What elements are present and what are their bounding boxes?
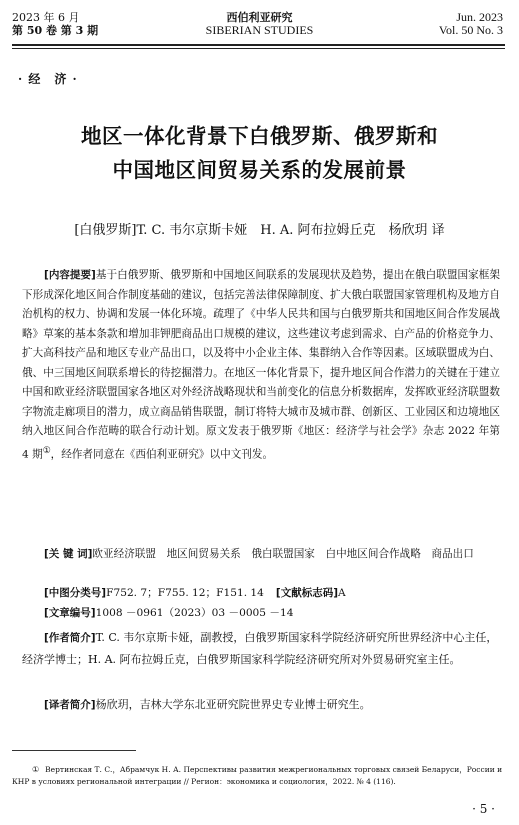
translator-intro-label: [译者简介] xyxy=(44,699,96,711)
abstract-text: 基于白俄罗斯、俄罗斯和中国地区间联系的发展现状及趋势，提出在俄白联盟国家框架下形成深化地区间合作制度基础的建议，包括完善法律保障制度、扩大俄白联盟国家管理机构及地方自治机构的权力、协调和发展一体化环境。疏理了《中华人民共和国与白俄罗斯共和国地区间合作发展战略》草案的基本条款和增加非钾肥商品出口规模的建议，这些建议考虑到需求、白产品的价格竞争力、扩大高科技产品和地区专业产品出口，以及将中小企业主体、集群纳入合作等因素。区域联盟成为白、俄、中三国地区间联系增长的待挖掘潜力。在地区一体化背景下，提升地区间合作潜力的关键在于建立中国和欧亚经济联盟国家各地区对外经济战略现状和当前变化的信息分析数据库，发挥欧亚经济联盟数字物流走廊项目的潜力，成立商品销售联盟，制订将特大城市及城市群、创新区、工业园区和边境地区纳入地区间合作范畴的联合行动计划。原文发表于俄罗斯《地区：经济学与社会学》杂志 2022 年第 4 期 xyxy=(22,269,500,461)
author-introduction xyxy=(22,627,500,670)
article-number-text: 1008 －0961（2023）03 －0005 －14 xyxy=(95,607,294,619)
document-code-text: A xyxy=(338,587,346,599)
translator-introduction xyxy=(44,695,519,716)
page-number: · 5 · xyxy=(472,802,495,816)
header-rule-thin xyxy=(12,48,505,49)
keywords-text: 欧亚经济联盟 地区间贸易关系 俄白联盟国家 白中地区间合作战略 商品出口 xyxy=(92,548,474,560)
author-intro-text: T. C. 韦尔京斯卡娅，副教授，白俄罗斯国家科学院经济研究所世界经济中心主任，经济学博士；H. A. 阿布拉姆丘克，白俄罗斯国家科学院经济研究所对外贸易研究室主任。 xyxy=(22,631,498,666)
article-number-label: [文章编号] xyxy=(44,607,96,619)
footnote-reference[interactable]: ① xyxy=(42,445,51,456)
article-number xyxy=(44,604,519,624)
footnote-rule xyxy=(12,750,136,751)
document-code-label: [文献标志码] xyxy=(275,587,339,599)
translator-intro-text: 杨欣玥，吉林大学东北亚研究院世界史专业博士研究生。 xyxy=(95,698,371,711)
article-title-line2: 中国地区间贸易关系的发展前景 xyxy=(112,158,407,182)
issue-volume: 第 50 卷 第 3 期 xyxy=(12,24,99,37)
keywords-label: [关 键 词] xyxy=(44,548,93,560)
issue-date: 2023 年 6 月 xyxy=(12,11,80,24)
section-label: · 经 济 · xyxy=(18,72,78,86)
article-title-line1: 地区一体化背景下白俄罗斯、俄罗斯和 xyxy=(81,124,438,148)
keywords xyxy=(22,545,500,565)
classification xyxy=(44,584,519,604)
issue-date-english: Jun. 2023 xyxy=(456,10,503,24)
classification-text: F752. 7；F755. 12；F151. 14 xyxy=(106,587,264,599)
footnote-text: Вертинская Т. С.，Абрамчук Н. А. Перспективы развития межрегиональных торговых связей Беларуси，России и КНР в условиях региональной интеграции // Регион：экономика и социология，2022. № 4 (116). xyxy=(12,765,503,786)
issue-volume-english: Vol. 50 No. 3 xyxy=(438,23,503,37)
author-intro-label: [作者简介] xyxy=(44,632,96,644)
journal-name-chinese: 西伯利亚研究 xyxy=(226,11,293,24)
header-rule-thick xyxy=(12,44,505,46)
classification-label: [中图分类号] xyxy=(44,587,107,599)
journal-name-english: SIBERIAN STUDIES xyxy=(205,23,314,37)
abstract xyxy=(22,266,500,465)
abstract-tail: ，经作者同意在《西伯利亚研究》以中文刊发。 xyxy=(50,448,274,461)
journal-date-volume-english xyxy=(439,11,503,37)
footnote xyxy=(12,764,506,788)
footnote-mark: ① xyxy=(32,765,40,774)
authors-line: [白俄罗斯]T. C. 韦尔京斯卡娅 H. A. 阿布拉姆丘克 杨欣玥 译 xyxy=(74,223,445,238)
abstract-label: [内容提要] xyxy=(44,269,96,281)
